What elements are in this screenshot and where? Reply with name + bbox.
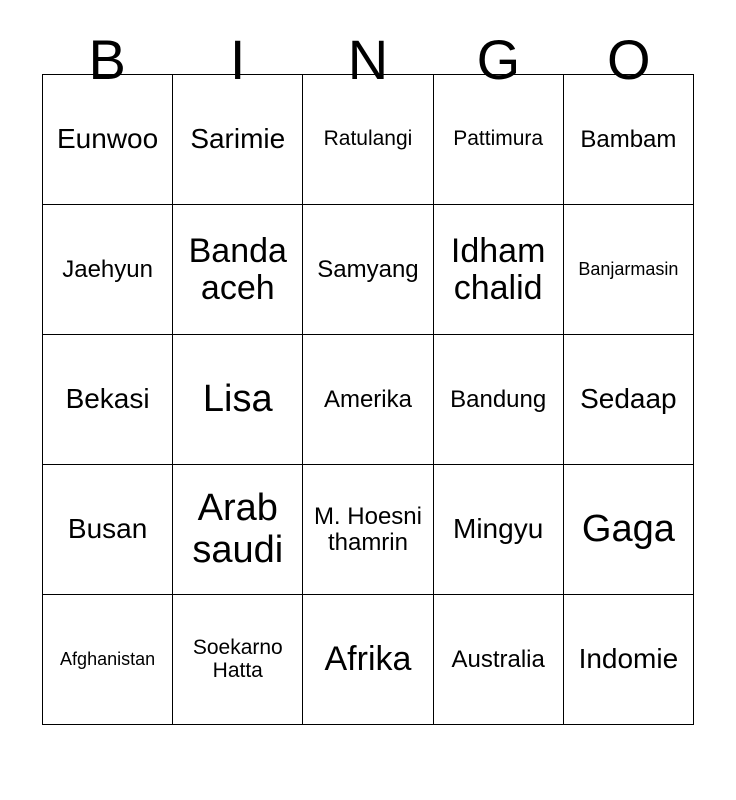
bingo-cell[interactable] [433, 335, 563, 465]
header-letter-g: G [476, 28, 521, 91]
bingo-cell[interactable] [173, 205, 303, 335]
bingo-cell-label: Bekasi [65, 383, 150, 415]
bingo-cell[interactable] [563, 465, 693, 595]
bingo-cell[interactable] [43, 335, 173, 465]
bingo-cell[interactable] [173, 595, 303, 725]
bingo-cell[interactable] [433, 75, 563, 205]
bingo-cell[interactable] [563, 595, 693, 725]
bingo-row [43, 465, 694, 595]
bingo-cell[interactable] [303, 75, 433, 205]
bingo-cell-label: Eunwoo [57, 123, 159, 155]
bingo-cell-label: Ratulangi [323, 127, 413, 151]
bingo-cell-label: Arab saudi [192, 487, 284, 571]
bingo-cell-label: Afghanistan [60, 648, 156, 669]
bingo-cell-label: Idham chalid [450, 231, 546, 307]
bingo-cell-label: Jaehyun [62, 255, 153, 283]
bingo-cell[interactable] [43, 75, 173, 205]
bingo-cell-label: Afrika [324, 640, 412, 679]
header-letter-b: B [88, 28, 126, 91]
bingo-row [43, 335, 694, 465]
bingo-cell[interactable] [433, 595, 563, 725]
bingo-cell-label: Sarimie [190, 123, 286, 155]
bingo-cell[interactable] [173, 75, 303, 205]
header-letter-i: I [229, 28, 246, 91]
bingo-cell-label: Australia [451, 645, 545, 673]
bingo-cell[interactable] [563, 335, 693, 465]
bingo-header [42, 0, 694, 91]
bingo-cell[interactable] [43, 205, 173, 335]
bingo-grid [42, 74, 694, 725]
bingo-cell-label: Lisa [202, 377, 273, 420]
bingo-cell[interactable] [173, 465, 303, 595]
bingo-cell-label: Gaga [581, 507, 675, 550]
bingo-cell[interactable] [563, 75, 693, 205]
bingo-cell[interactable] [433, 205, 563, 335]
bingo-row [43, 75, 694, 205]
bingo-row [43, 595, 694, 725]
bingo-cell-label: Pattimura [453, 127, 544, 151]
bingo-row [43, 205, 694, 335]
bingo-cell[interactable] [433, 465, 563, 595]
bingo-cell[interactable] [43, 465, 173, 595]
header-letter-n: N [347, 28, 389, 91]
bingo-cell-label: Indomie [578, 643, 679, 675]
bingo-cell[interactable] [563, 205, 693, 335]
bingo-cell-label: Banda aceh [188, 231, 287, 307]
bingo-cell-label: Bandung [450, 385, 547, 413]
bingo-cell-label: M. Hoesni thamrin [313, 502, 422, 556]
bingo-cell-label: Soekarno Hatta [192, 635, 283, 682]
bingo-cell-label: Mingyu [453, 513, 544, 545]
bingo-cell-label: Samyang [317, 255, 419, 283]
bingo-cell[interactable] [303, 335, 433, 465]
bingo-cell[interactable] [173, 335, 303, 465]
bingo-cell[interactable] [43, 595, 173, 725]
bingo-cell-label: Sedaap [580, 383, 677, 415]
header-letter-o: O [607, 28, 651, 91]
bingo-cell-label: Bambam [580, 125, 677, 153]
bingo-cell-label: Amerika [323, 385, 412, 413]
bingo-cell-label: Busan [67, 513, 148, 545]
bingo-cell[interactable] [303, 465, 433, 595]
bingo-cell-label: Banjarmasin [578, 258, 679, 279]
bingo-cell[interactable] [303, 595, 433, 725]
bingo-cell[interactable] [303, 205, 433, 335]
